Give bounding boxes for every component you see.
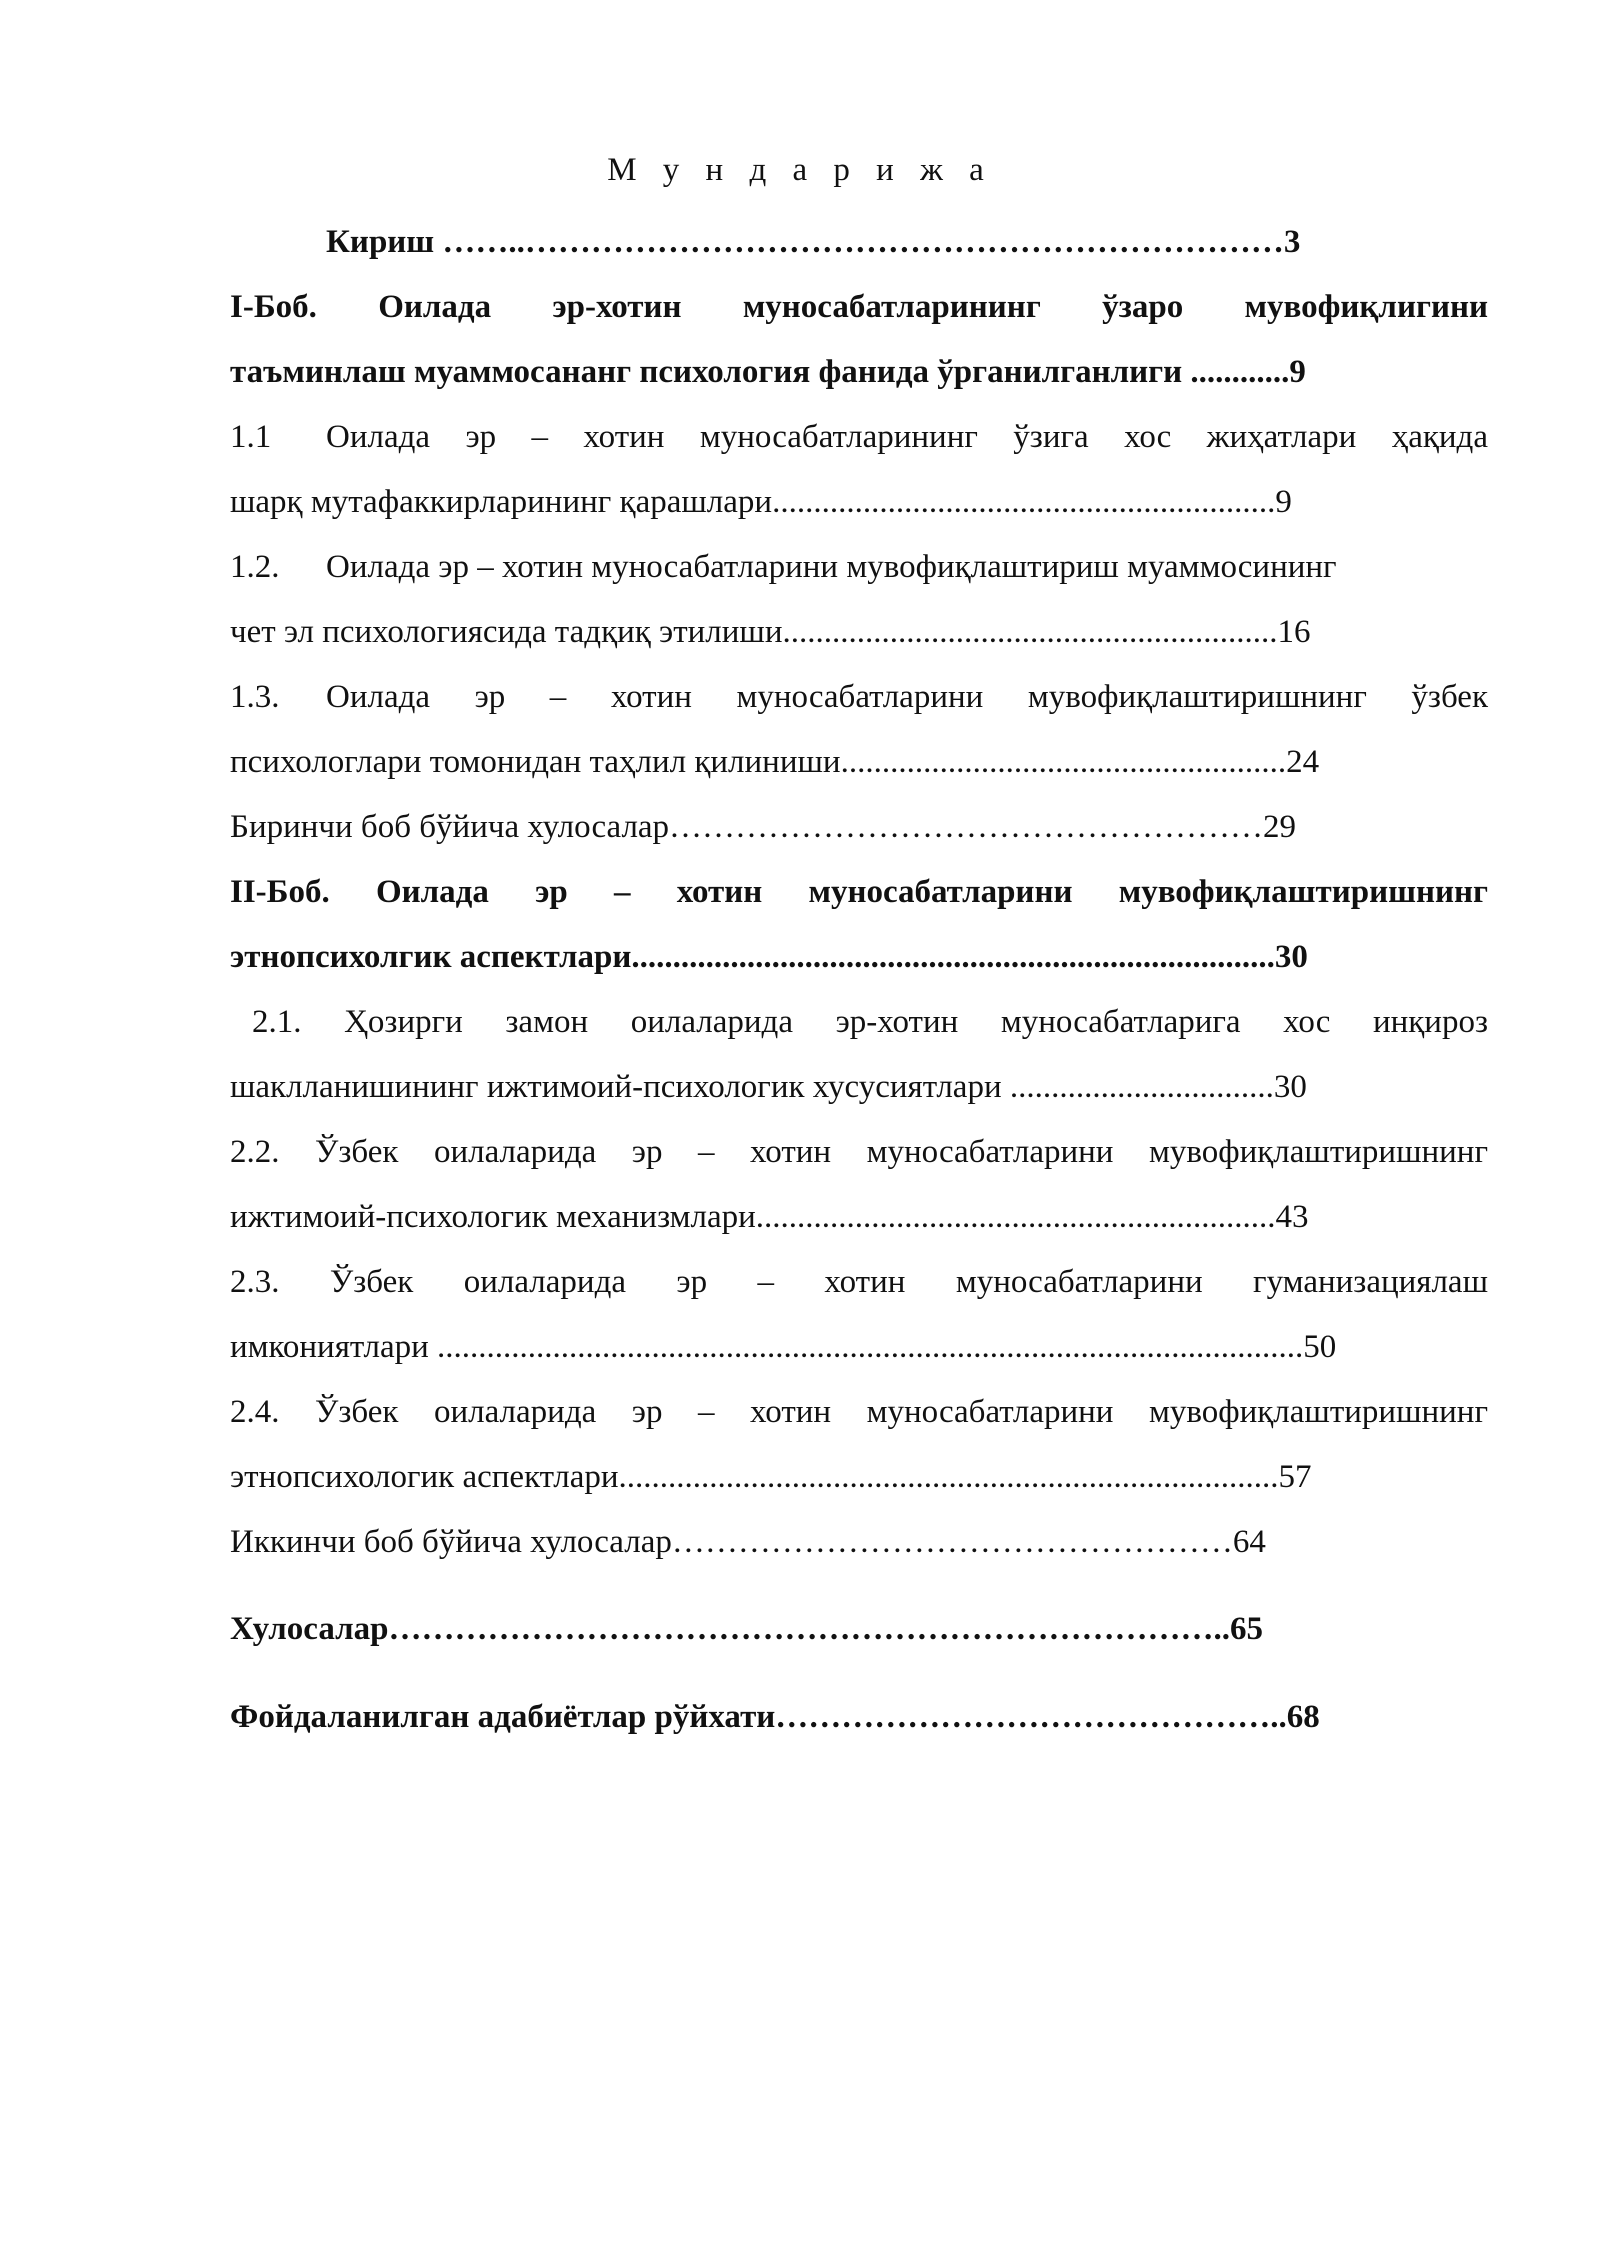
- section-title: Оилада эр – хотин муносабатларини мувофиқлаштиришнинг ўзбек: [326, 679, 1488, 715]
- toc-chapter1-line1: I-Боб. Оилада эр-хотин муносабатларининг ўзаро мувофиқлигини: [230, 289, 1488, 325]
- toc-title: М у н д а р и ж а: [607, 152, 993, 188]
- toc-section-2-1-line2: шаклланишининг ижтимоий-психологик хусусиятлари ................................30: [230, 1069, 1307, 1105]
- section-number: 1.2.: [230, 549, 280, 585]
- toc-section-1-2-line1: [230, 547, 1488, 587]
- toc-chapter2-line1: II-Боб. Оилада эр – хотин муносабатларини мувофиқлаштиришнинг: [230, 874, 1488, 910]
- toc-section-1-2-line2: чет эл психологиясида тадқиқ этилиши............................................................16: [230, 614, 1311, 650]
- toc-references: Фойдаланилган адабиётлар рўйхати………………………………………..68: [230, 1699, 1320, 1735]
- toc-chapter1-line2: таъминлаш муаммосананг психология фанида ўрганилганлиги ............9: [230, 354, 1306, 390]
- section-title: Оилада эр – хотин муносабатларининг ўзига хос жиҳатлари ҳақида: [326, 419, 1488, 455]
- section-number: 1.1: [230, 419, 272, 455]
- toc-section-1-3-line1: [230, 677, 1488, 717]
- toc-section-2-3-line2: имкониятлари .........................................................................................................50: [230, 1329, 1337, 1365]
- toc-section-1-3-line2: психологлари томонидан таҳлил қилиниши......................................................24: [230, 744, 1320, 780]
- toc-chapter2-line2: этнопсихолгик аспектлари..............................................................................30: [230, 939, 1308, 975]
- section-title: Оилада эр – хотин муносабатларини мувофиқлаштириш муаммосининг: [326, 549, 1337, 585]
- toc-section-1-1-line1: [230, 417, 1488, 457]
- toc-chapter2-summary: Иккинчи боб бўйича хулосалар……………………………………………64: [230, 1524, 1266, 1560]
- toc-section-2-2-line2: ижтимоий-психологик механизмлари...............................................................43: [230, 1199, 1309, 1235]
- toc-section-2-3-line1: 2.3. Ўзбек оилаларида эр – хотин муносабатларини гуманизациялаш: [230, 1264, 1488, 1300]
- section-number: 1.3.: [230, 679, 280, 715]
- toc-section-1-1-line2: шарқ мутафаккирларининг қарашлари.............................................................9: [230, 484, 1292, 520]
- toc-chapter1-summary: Биринчи боб бўйича хулосалар………………………………………………29: [230, 809, 1297, 845]
- toc-section-2-4-line2: этнопсихологик аспектлари................................................................................57: [230, 1459, 1312, 1495]
- toc-section-2-1-line1: 2.1. Ҳозирги замон оилаларида эр-хотин муносабатларига хос инқироз: [252, 1004, 1488, 1040]
- toc-section-2-2-line1: 2.2. Ўзбек оилаларида эр – хотин муносабатларини мувофиқлаштиришнинг: [230, 1134, 1488, 1170]
- toc-intro: Кириш ……..……………………………………………………………3: [326, 224, 1301, 260]
- toc-conclusions: Хулосалар…………………………………………………………………..65: [230, 1611, 1263, 1647]
- toc-section-2-4-line1: 2.4. Ўзбек оилаларида эр – хотин муносабатларини мувофиқлаштиришнинг: [230, 1394, 1488, 1430]
